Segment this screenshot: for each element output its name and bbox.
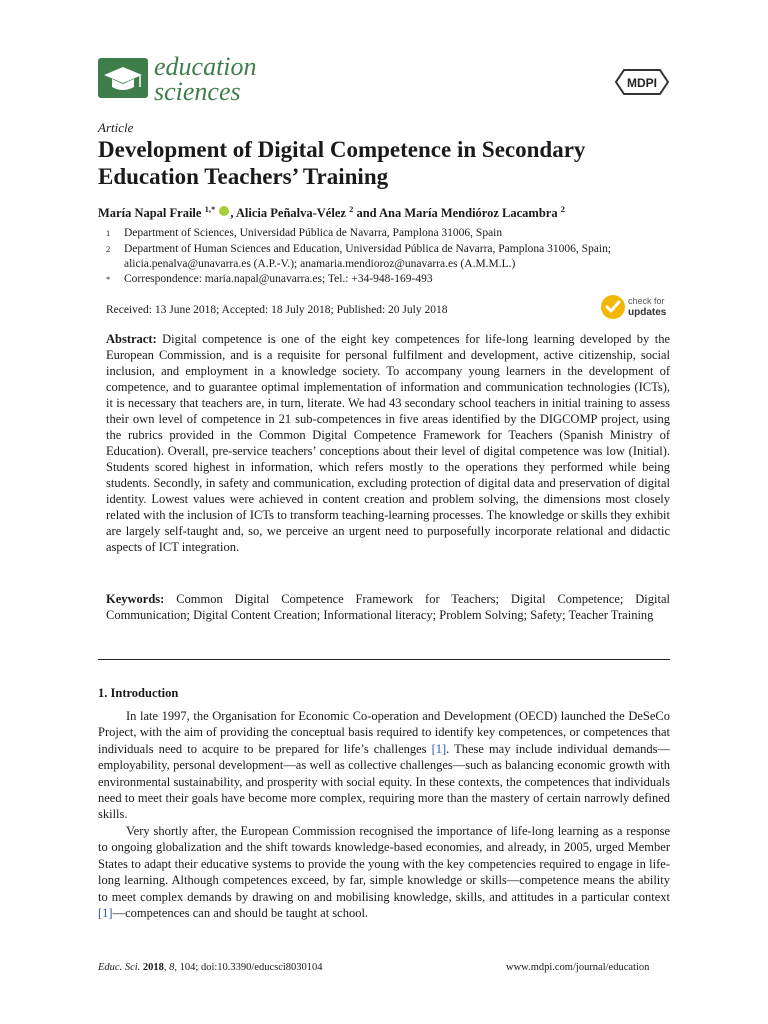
paragraph-text: . These may include individual demands—employability, personal development—as well as collective challenges—such as balancing economic growth with environmental sustainability, and prosperity with social equity. In these contexts, the competences that individuals need to meet their goals have become more complex, requiring more than the mastery of certain narrowly defined skills. — [98, 741, 670, 822]
paragraph-text: Very shortly after, the European Commission recognised the importance of life-long learning as a response to ongoing globalization and the shift towards knowledge-based economies, and already, in 2005, urged Member States to adapt their educative systems to provide the young with the key competencies required to engage in life-long learning. Although competences exceed, by far, simple knowledge or skills—competence means the ability to meet complex demands by drawing on and mobilising knowledge, skills, and attitudes in a particular context — [98, 824, 670, 904]
check-updates-line2: updates — [628, 307, 667, 318]
abstract-label: Abstract: — [106, 332, 157, 346]
orcid-icon[interactable] — [219, 206, 229, 216]
check-updates-line1: check for — [628, 296, 665, 306]
publication-dates: Received: 13 June 2018; Accepted: 18 July 2018; Published: 20 July 2018 — [106, 304, 448, 316]
divider — [98, 659, 670, 660]
affiliation-text[interactable]: alicia.penalva@unavarra.es (A.P.-V.); anamaria.mendioroz@unavarra.es (A.M.M.L.) — [124, 258, 516, 270]
journal-name-line2: sciences — [154, 77, 241, 106]
footer-volume: 8 — [169, 962, 175, 973]
author-list — [98, 204, 678, 221]
author-affiliation-mark: 1,* — [204, 204, 216, 214]
author-affiliation-mark: 2 — [349, 204, 354, 214]
author-name[interactable]: María Napal Fraile — [98, 206, 202, 221]
correspondence-text[interactable]: Correspondence: maria.napal@unavarra.es; Tel.: +34-948-169-493 — [124, 273, 433, 285]
affiliation-text: Department of Human Sciences and Education, Universidad Pública de Navarra, Pamplona 31006, Spain; — [124, 243, 612, 255]
abstract-text: Digital competence is one of the eight key competences for life-long learning developed by the European Commission, and is a requisite for personal fulfilment and development, active citizenship, social inclusion, and employment in a knowledge society. To accompany young learners in the development of competence, and to guarantee optimal implementation of information and communication technologies (ICTs), it is necessary that teachers are, in turn, literate. We had 43 secondary school teachers in initial training to assess their own level of competence in 21 sub-competences in five areas identified by the DIGCOMP project, using the rubrics provided in the Common Digital Competence Framework for Teachers (Spanish Ministry of Education). Overall, pre-service teachers’ conceptions about their level of digital competence was low (Initial). Students scored highest in information, which refers mostly to the operations they performed while being students. Secondly, in safety and communication, excluding protection of digital data and preservation of digital identity. Lowest values were achieved in content creation and problem solving, the dimensions most closely related with the inclusion of ICTs to transform teaching-learning processes. The knowledge or skills they exhibit are largely self-taught and, so, we perceive an urgent need to purposefully incorporate relational and didactic aspects of ICT integration. — [106, 332, 670, 554]
abstract — [106, 331, 670, 555]
footer-doi[interactable]: , 104; doi:10.3390/educsci8030104 — [174, 962, 323, 973]
citation-link[interactable]: [1] — [98, 906, 113, 921]
keywords-text: Common Digital Competence Framework for Teachers; Digital Competence; Digital Communication; Digital Content Creation; Informational literacy; Problem Solving; Safety; Teacher Training — [106, 592, 670, 622]
journal-name-line1: education — [154, 52, 257, 81]
footer-citation: Educ. Sci. 2018, 8, 104; doi:10.3390/educsci8030104 — [98, 962, 323, 973]
body-paragraph — [98, 708, 670, 823]
keywords-label: Keywords: — [106, 592, 165, 606]
paragraph-text: In late 1997, the Organisation for Economic Co-operation and Development (OECD) launched the DeSeCo Project, with the aim of providing the conceptual basis required to identify key competences, or competences that individuals need to acquire to be prepared for life’s challenges — [98, 709, 670, 756]
author-separator: , — [230, 206, 236, 221]
mdpi-logo — [614, 68, 670, 96]
article-type: Article — [98, 120, 134, 135]
publisher-name: MDPI — [627, 76, 657, 90]
footer-journal-abbr: Educ. Sci. — [98, 962, 141, 973]
author-separator: and — [353, 206, 380, 221]
paper-title: Development of Digital Competence in Secondary Education Teachers’ Training — [98, 137, 586, 189]
author-name[interactable]: Ana María Mendióroz Lacambra — [379, 206, 558, 221]
affiliation-text: Department of Sciences, Universidad Pública de Navarra, Pamplona 31006, Spain — [124, 227, 503, 239]
body-paragraph — [98, 823, 670, 921]
affiliation-mark: * — [106, 274, 111, 284]
author-name[interactable]: Alicia Peñalva-Vélez — [235, 206, 346, 221]
affiliation-mark: 2 — [106, 244, 111, 254]
affiliation-mark: 1 — [106, 228, 111, 238]
author-affiliation-mark: 2 — [560, 204, 565, 214]
footer-year: 2018 — [142, 962, 164, 973]
keywords — [106, 591, 670, 623]
footer-journal-url[interactable]: www.mdpi.com/journal/education — [506, 962, 650, 973]
citation-link[interactable]: [1] — [431, 741, 447, 756]
section-heading: 1. Introduction — [98, 686, 179, 700]
paragraph-text: —competences can and should be taught at school. — [112, 906, 369, 921]
check-for-updates-badge[interactable] — [598, 292, 678, 322]
journal-logo — [98, 58, 148, 98]
